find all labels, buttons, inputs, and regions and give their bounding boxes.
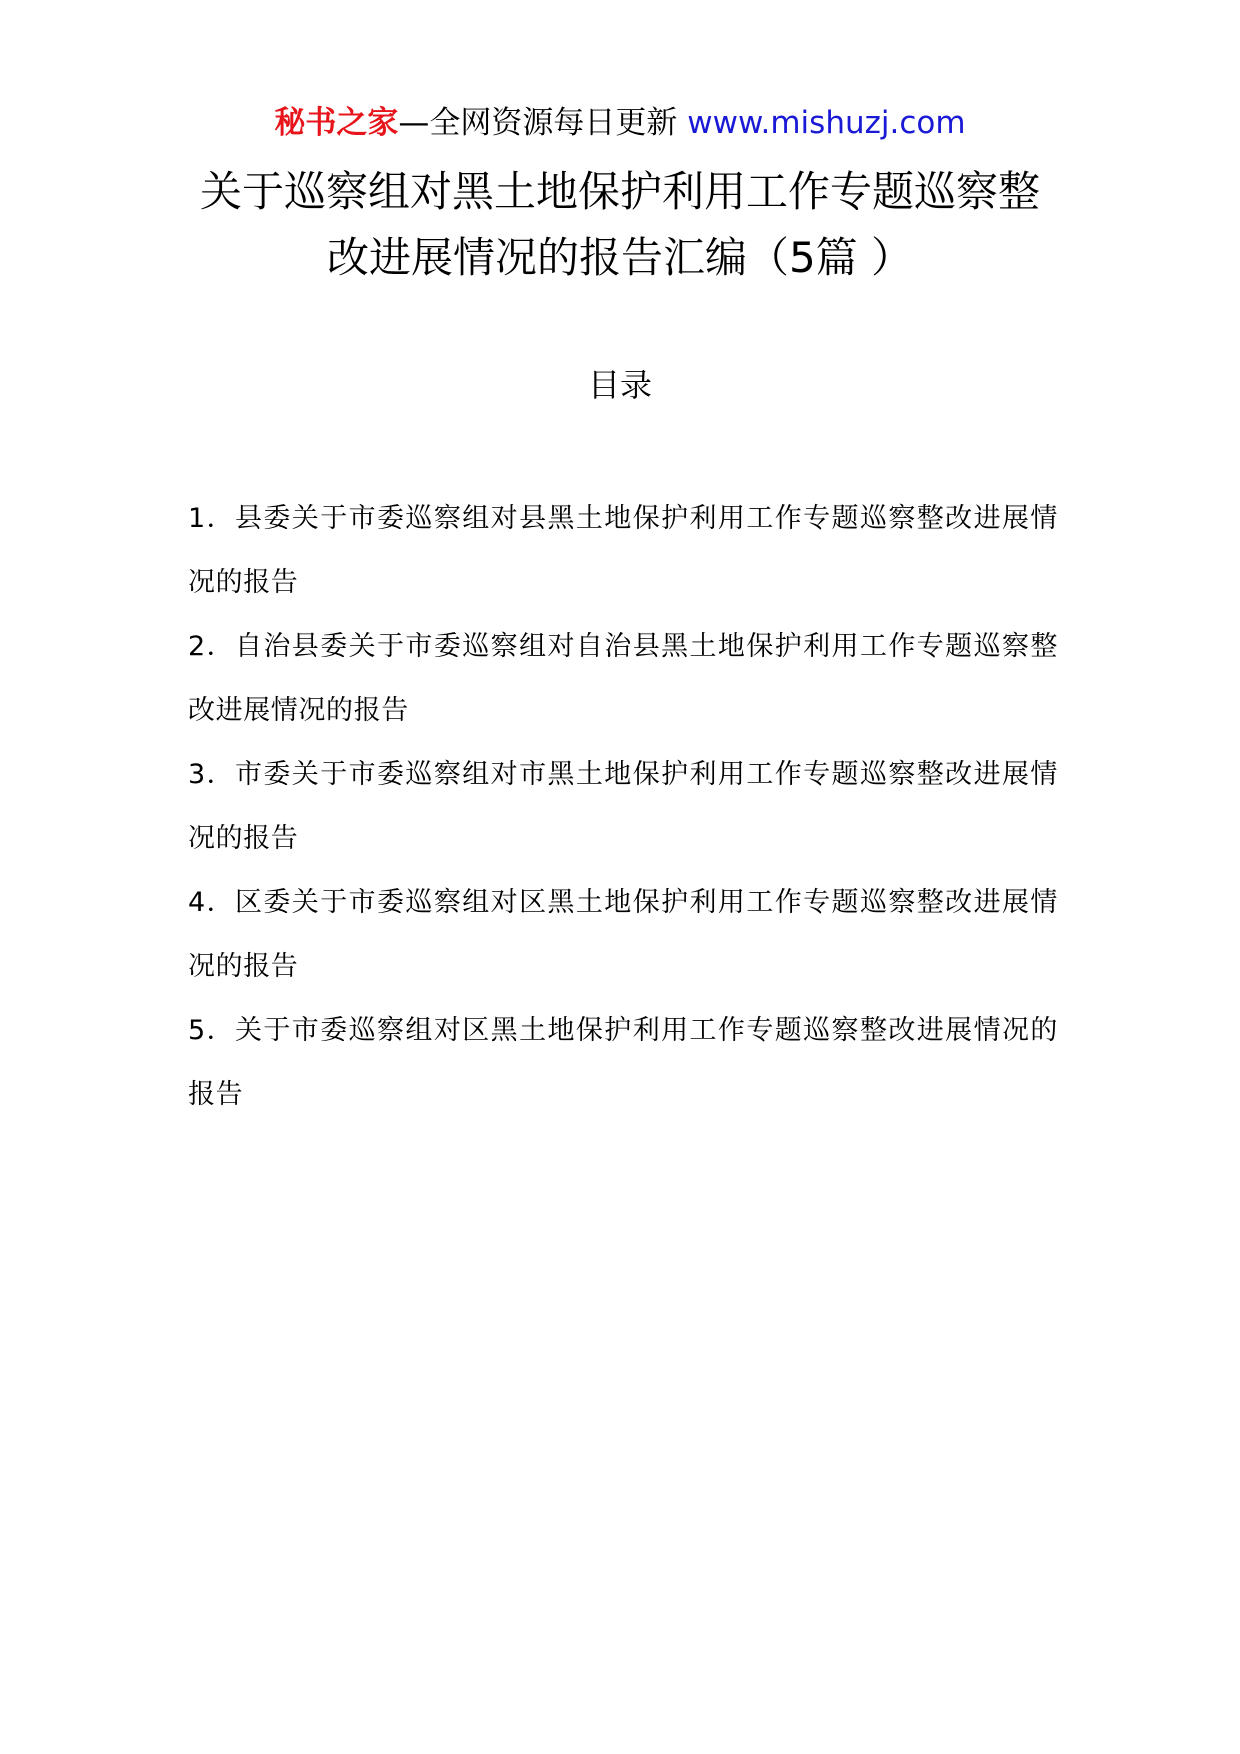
- banner-slogan: —全网资源每日更新: [398, 105, 688, 141]
- site-url-link[interactable]: www.mishuzj.com: [687, 105, 966, 141]
- document-title-line-1: 关于巡察组对黑土地保护利用工作专题巡察整: [199, 167, 1040, 216]
- toc-item[interactable]: 2．自治县委关于市委巡察组对自治县黑土地保护利用工作专题巡察整改进展情况的报告: [188, 631, 1058, 726]
- toc-list: [188, 487, 1058, 1127]
- toc-item[interactable]: 1．县委关于市委巡察组对县黑土地保护利用工作专题巡察整改进展情况的报告: [188, 503, 1058, 598]
- toc-item[interactable]: 3．市委关于市委巡察组对市黑土地保护利用工作专题巡察整改进展情况的报告: [188, 759, 1058, 854]
- site-banner: [0, 100, 1240, 146]
- document-title-line-2: 改进展情况的报告汇编（5篇 ）: [326, 233, 914, 282]
- toc-item[interactable]: 4．区委关于市委巡察组对区黑土地保护利用工作专题巡察整改进展情况的报告: [188, 887, 1058, 982]
- brand-name: 秘书之家: [274, 105, 399, 141]
- toc-heading: 目录: [587, 366, 652, 404]
- toc-item[interactable]: 5．关于市委巡察组对区黑土地保护利用工作专题巡察整改进展情况的报告: [188, 1015, 1058, 1110]
